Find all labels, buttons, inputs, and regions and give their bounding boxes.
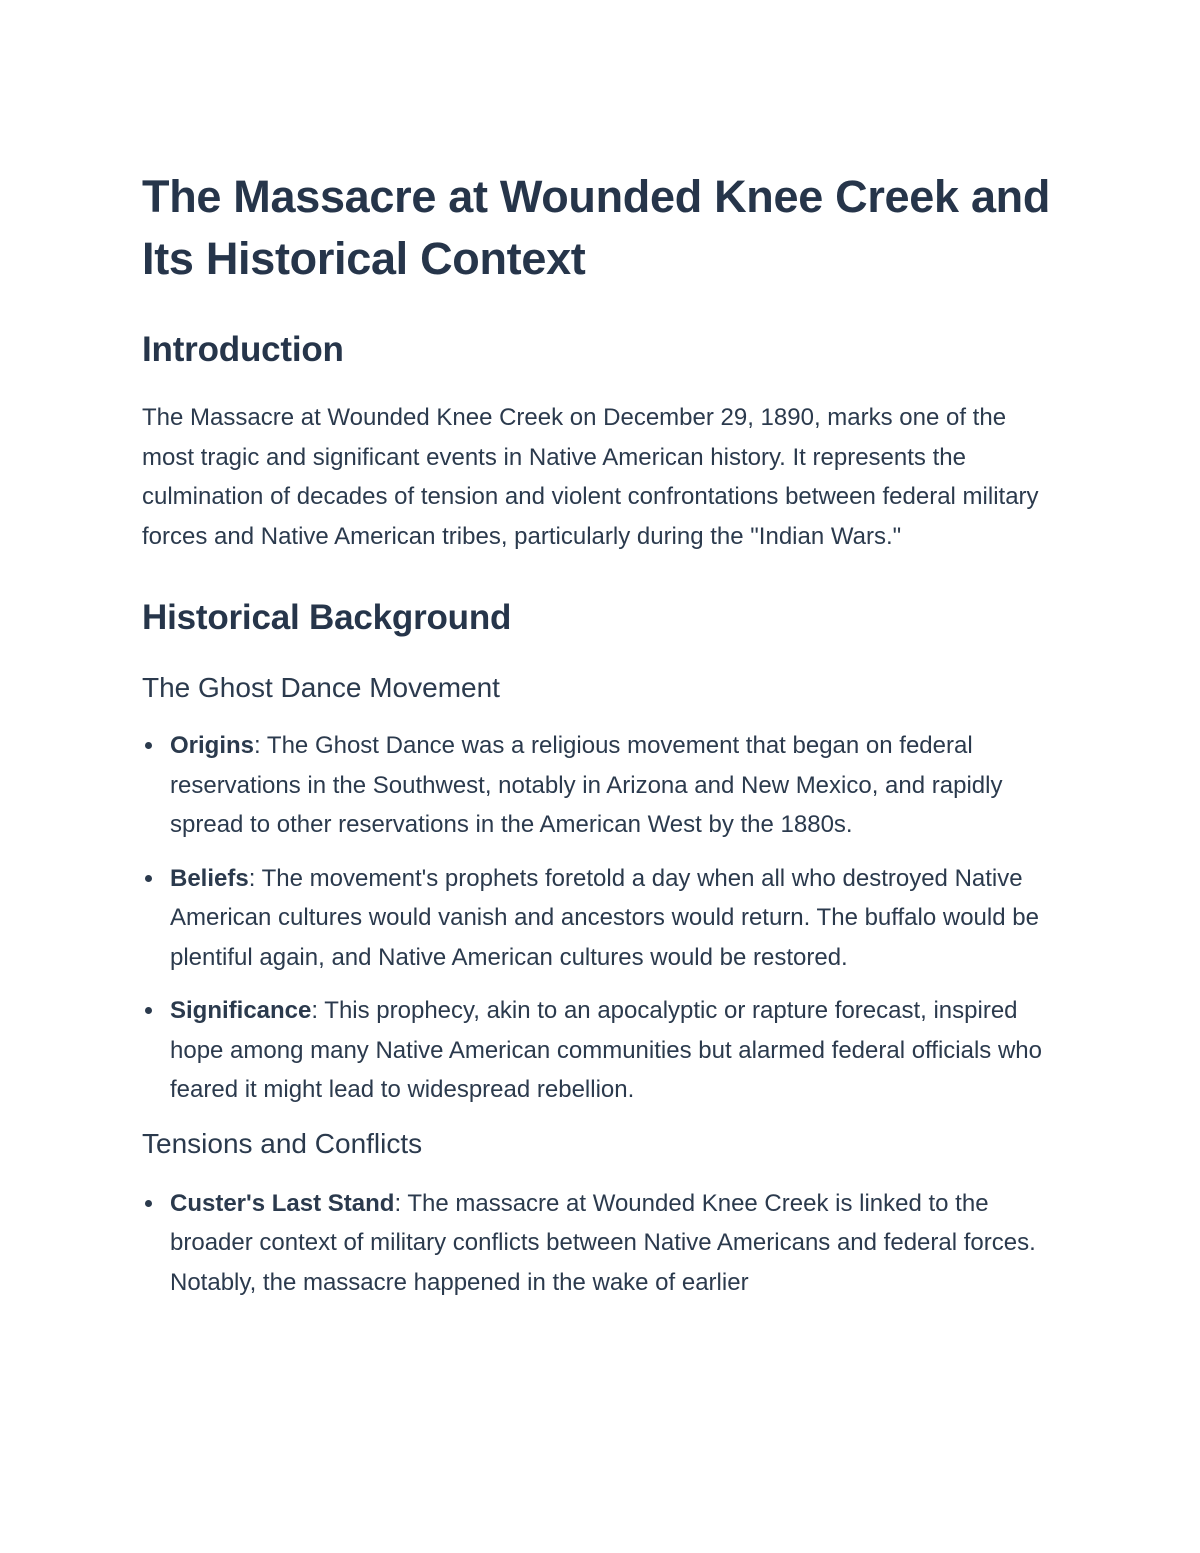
list-item-label: Custer's Last Stand <box>170 1189 395 1217</box>
list-item <box>142 726 1062 845</box>
document-page <box>142 166 1062 1302</box>
bullet-icon <box>145 1007 152 1014</box>
historical-background-heading: Historical Background <box>142 598 512 637</box>
bullet-icon <box>145 875 152 882</box>
bullet-icon <box>145 742 152 749</box>
document-title: The Massacre at Wounded Knee Creek and Its Historical Context <box>142 171 1051 284</box>
introduction-paragraph: The Massacre at Wounded Knee Creek on December 29, 1890, marks one of the most tragic and significant events in Native American history. It represents the culmination of decades of tension and violent confrontations between federal military forces and Native American tribes, particularly during the "Indian Wars." <box>142 404 1039 550</box>
list-item-label: Origins <box>170 732 255 759</box>
tensions-heading: Tensions and Conflicts <box>142 1127 423 1159</box>
list-item-text: : This prophecy, akin to an apocalyptic or rapture forecast, inspired hope among many Native American communities but alarmed federal officials who feared it might lead to widespread rebellion. <box>170 997 1042 1103</box>
list-item <box>142 859 1062 978</box>
list-item-text: : The movement's prophets foretold a day when all who destroyed Native American cultures would vanish and ancestors would return. The buffalo would be plentiful again, and Native American cultures would be restored. <box>170 864 1039 971</box>
tensions-list <box>142 1184 1062 1303</box>
list-item-label: Beliefs <box>170 864 249 892</box>
list-item-label: Significance <box>170 997 312 1024</box>
list-item <box>142 1184 1062 1303</box>
list-item-text: : The Ghost Dance was a religious movement that began on federal reservations in the Southwest, notably in Arizona and New Mexico, and rapidly spread to other reservations in the American West by the 1880s. <box>170 732 1003 838</box>
ghost-dance-heading: The Ghost Dance Movement <box>142 672 500 703</box>
bullet-icon <box>145 1200 152 1207</box>
ghost-dance-list <box>142 726 1062 1110</box>
list-item <box>142 991 1062 1110</box>
introduction-heading: Introduction <box>142 330 344 369</box>
list-item-text: : The massacre at Wounded Knee Creek is linked to the broader context of military conflicts between Native Americans and federal forces. Notably, the massacre happened in the wake of earlier <box>170 1189 1036 1296</box>
